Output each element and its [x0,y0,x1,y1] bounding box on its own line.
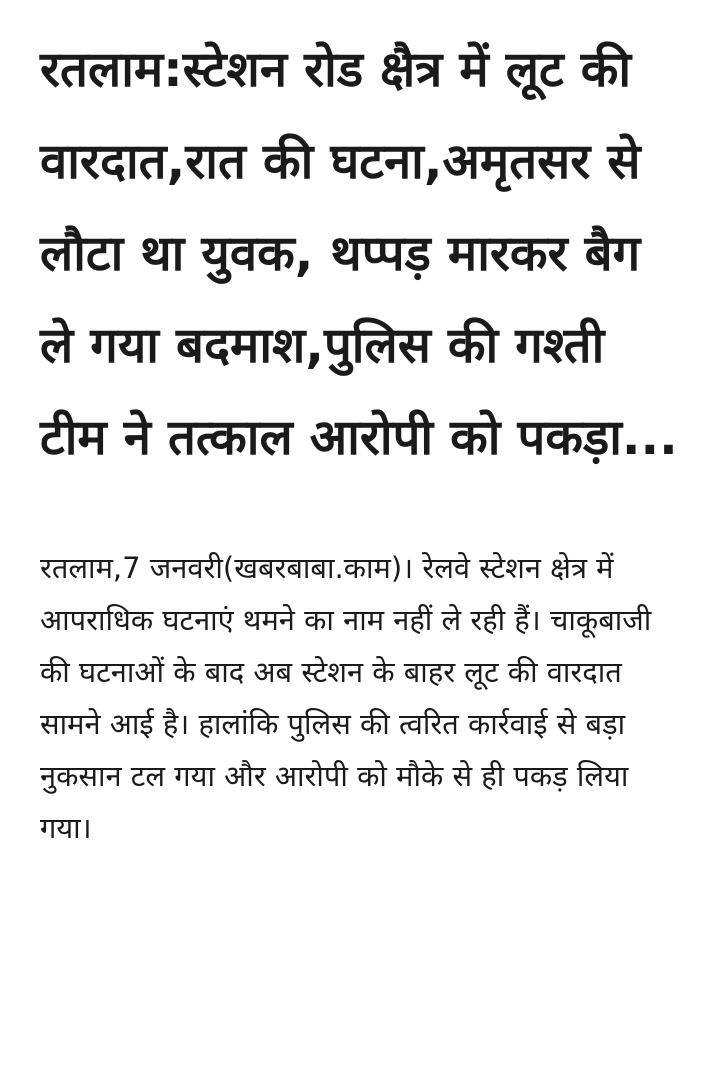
article-headline: रतलाम:स्टेशन रोड क्षैत्र में लूट की वारदात,रात की घटना,अमृतसर से लौटा था युवक, थप्पड़ मारकर बैग ले गया बदमाश,पुलिस की गश्ती टीम ने तत्काल आरोपी को पकड़ा... [40,41,678,466]
article-body-paragraph: रतलाम,7 जनवरी(खबरबाबा.काम)। रेलवे स्टेशन क्षेत्र में आपराधिक घटनाएं थमने का नाम नहीं ले रही हैं। चाकूबाजी की घटनाओं के बाद अब स्टेशन के बाहर लूट की वारदात सामने आई है। हालांकि पुलिस की त्वरित कार्रवाई से बड़ा नुकसान टल गया और आरोपी को मौके से ही पकड़ लिया गया। [40,551,652,845]
